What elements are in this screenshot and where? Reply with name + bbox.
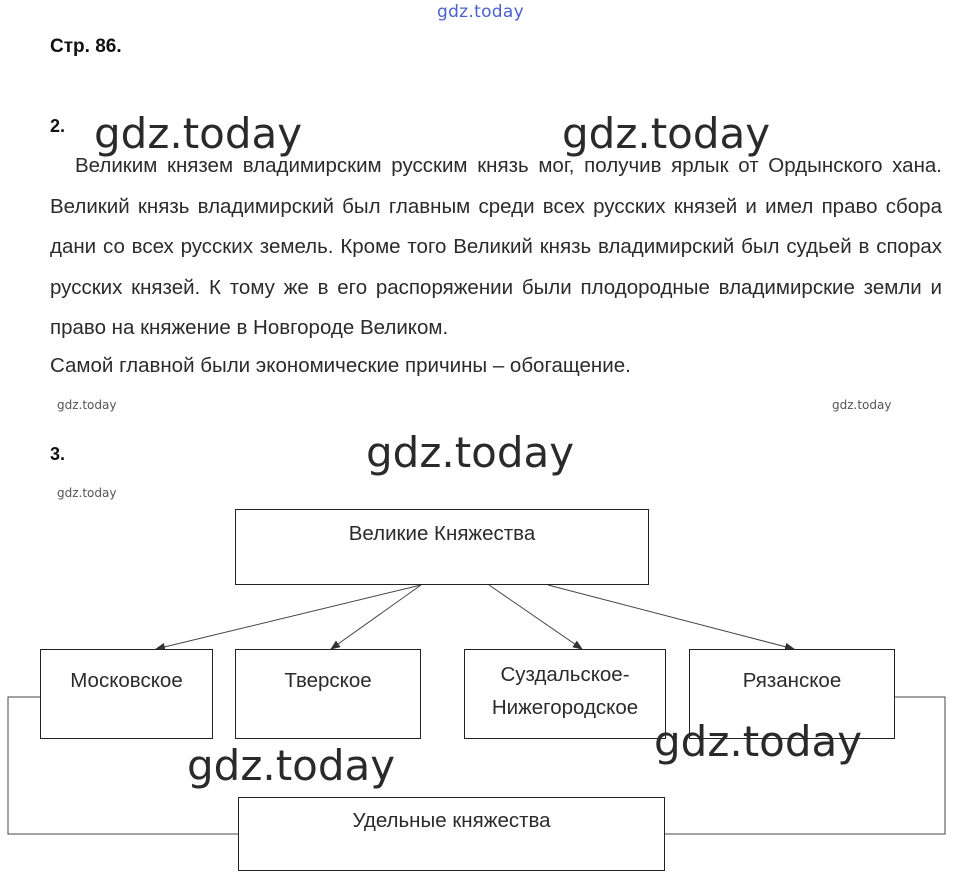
principality-box-tver [235, 649, 421, 739]
principality-label: Рязанское [742, 669, 842, 692]
watermark-large: gdz.today [187, 741, 396, 790]
principality-label: Нижегородское [491, 696, 639, 719]
arrow-to-moscow [156, 585, 421, 649]
arrow-to-tver [331, 585, 421, 649]
task-3-number: 3. [50, 444, 66, 464]
page-reference: Стр. 86. [50, 36, 122, 57]
appanage-principalities-box [238, 797, 665, 871]
watermark-top: gdz.today [437, 2, 524, 22]
task-2-number: 2. [50, 116, 66, 136]
principality-label: Московское [70, 669, 183, 692]
principality-box-suzdal [464, 649, 666, 739]
principality-label: Суздальское- [500, 663, 630, 686]
arrow-to-ryazan [548, 585, 794, 649]
task-2-answer-text: Великим князем владимирским русским князь мог, получив ярлык от Ордынского хана. Великий князь владимирский был главным среди всех русских князей и имел право сбора дани со всех русских земель. Кроме того Великий князь владимирский был судьей в спорах русских князей. К тому же в его распоряжении были плодородные владимирские земли и право на княжение в Новгороде Великом. [50, 154, 942, 339]
watermark-large: gdz.today [654, 717, 863, 766]
watermark-small: gdz.today [57, 398, 117, 412]
task-2-answer-conclusion: Самой главной были экономические причины – обогащение. [50, 354, 631, 377]
top-principalities-label: Великие Княжества [348, 522, 536, 545]
appanage-principalities-label: Удельные княжества [352, 809, 551, 832]
watermark-large: gdz.today [562, 109, 771, 158]
watermark-large: gdz.today [366, 428, 575, 477]
top-principalities-box [235, 509, 649, 585]
watermark-large: gdz.today [94, 109, 303, 158]
watermark-small: gdz.today [832, 398, 892, 412]
principality-box-moscow [40, 649, 213, 739]
principality-label: Тверское [284, 669, 372, 692]
watermark-small: gdz.today [57, 486, 117, 500]
arrow-to-suzdal [489, 585, 582, 649]
